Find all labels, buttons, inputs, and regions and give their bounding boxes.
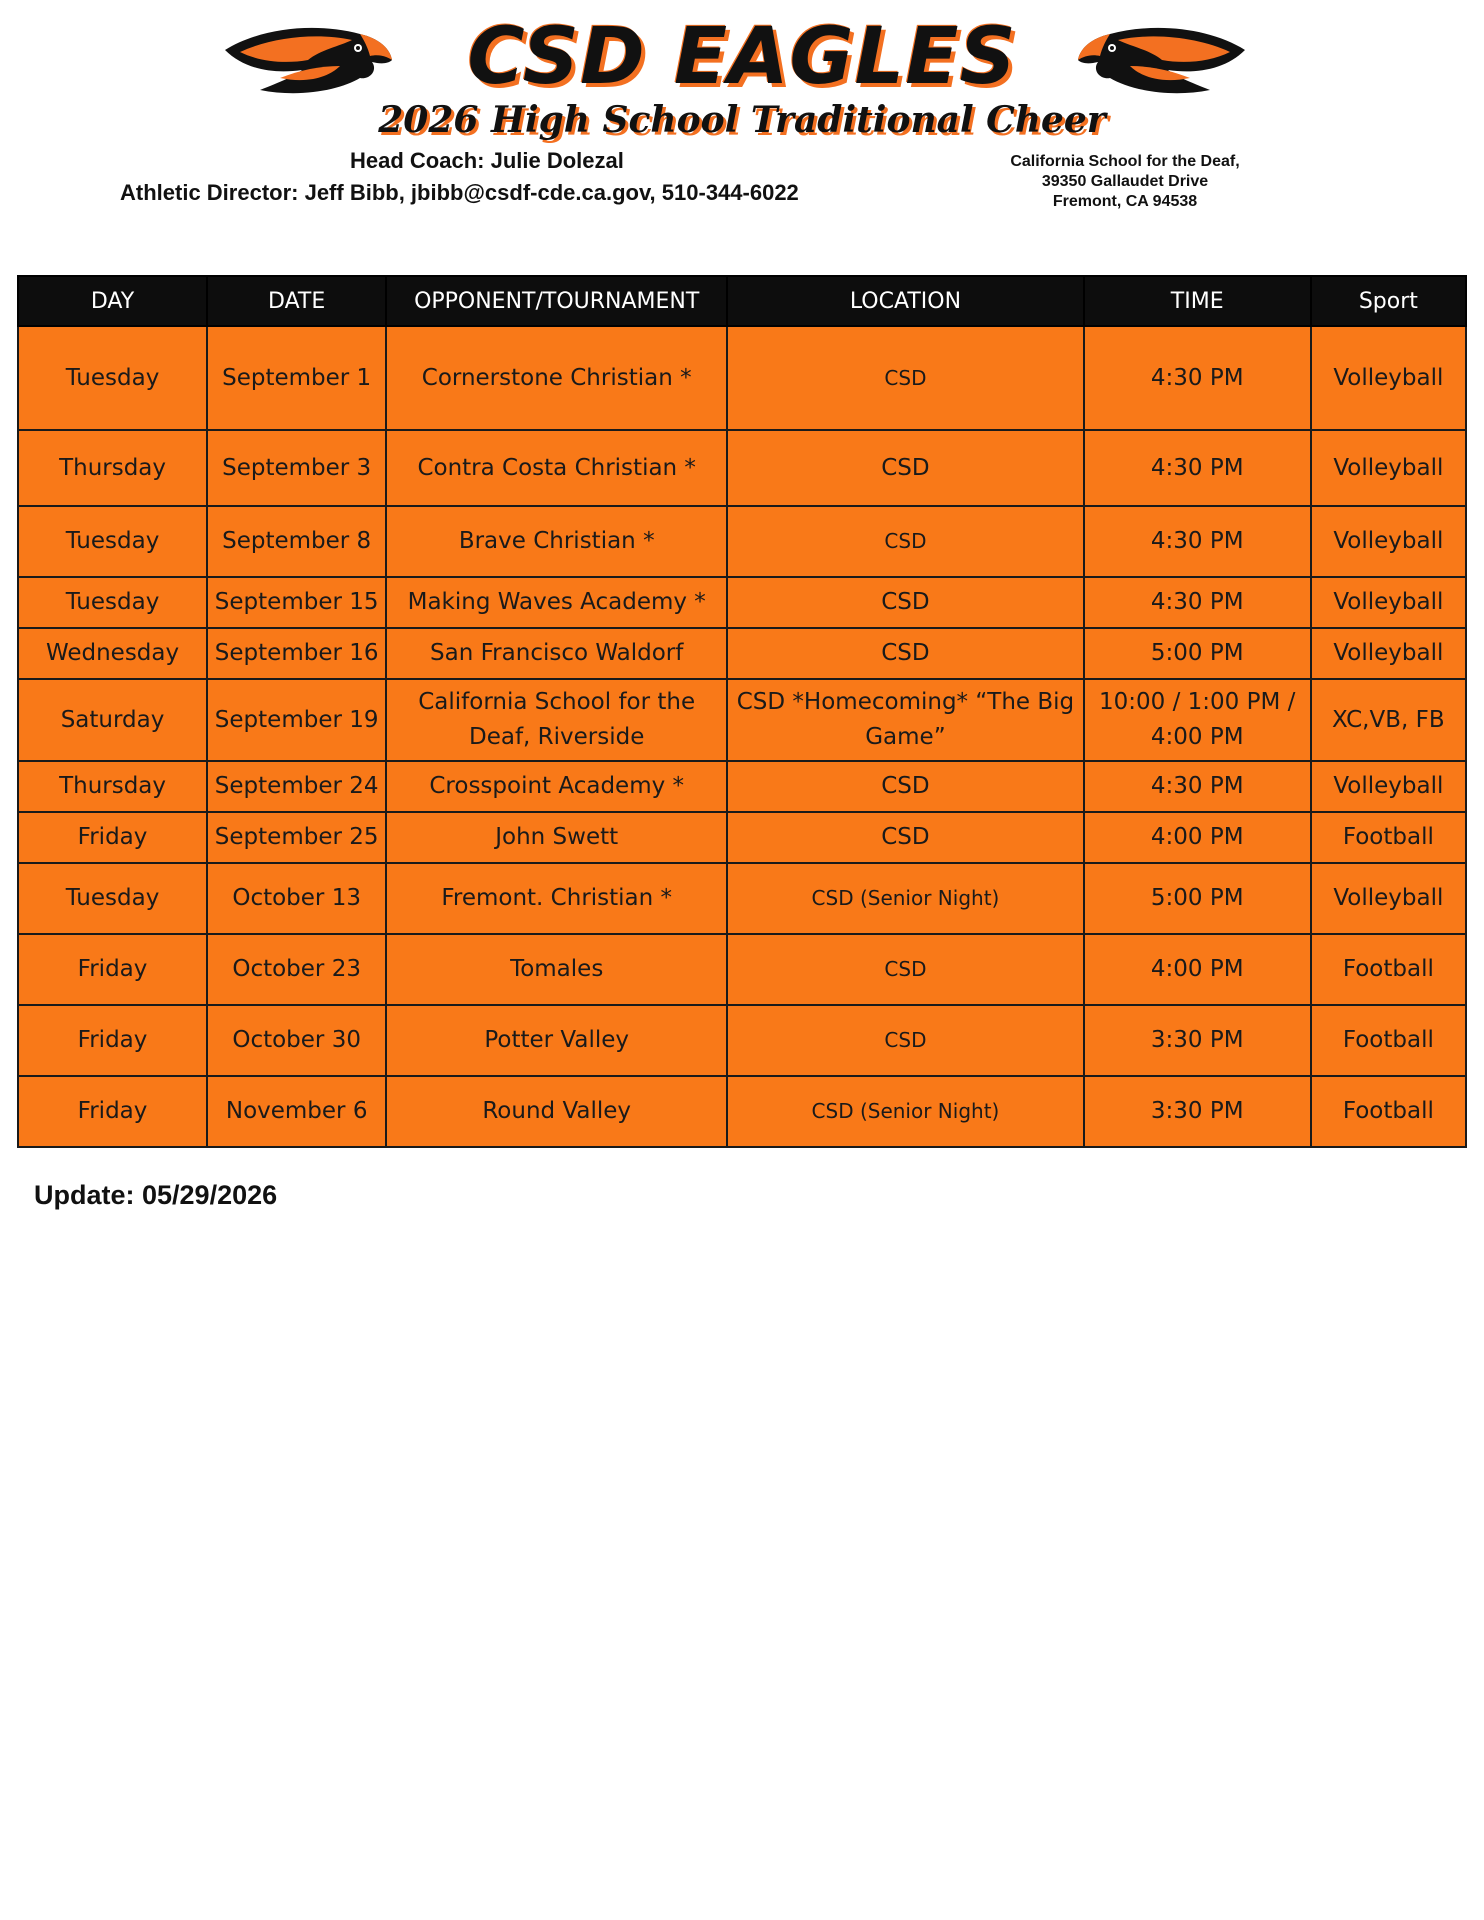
cell-sport: Volleyball [1311, 863, 1466, 934]
cell-day: Tuesday [18, 326, 207, 430]
cell-opponent: California School for the Deaf, Riverside [386, 679, 727, 761]
cell-time: 3:30 PM [1084, 1005, 1311, 1076]
table-row [18, 1076, 1466, 1147]
cell-opponent: San Francisco Waldorf [386, 628, 727, 679]
column-header-date: DATE [207, 276, 386, 326]
cell-time: 4:30 PM [1084, 761, 1311, 812]
cell-location: CSD [727, 812, 1084, 863]
cell-location: CSD (Senior Night) [727, 1076, 1084, 1147]
cell-sport: Football [1311, 1076, 1466, 1147]
cell-location: CSD (Senior Night) [727, 863, 1084, 934]
cell-opponent: Round Valley [386, 1076, 727, 1147]
table-row [18, 761, 1466, 812]
schedule-table [17, 275, 1467, 1148]
cell-location: CSD [727, 1005, 1084, 1076]
cell-opponent: John Swett [386, 812, 727, 863]
address-line: 39350 Gallaudet Drive [1041, 173, 1209, 190]
cell-sport: Volleyball [1311, 577, 1466, 628]
cell-sport: Volleyball [1311, 430, 1466, 506]
cell-time: 4:00 PM [1084, 812, 1311, 863]
cell-opponent: Crosspoint Academy * [386, 761, 727, 812]
cell-opponent: Contra Costa Christian * [386, 430, 727, 506]
athletic-director-text: Athletic Director: Jeff Bibb, jbibb@csdf-cde.ca.gov, 510-344-6022 [120, 180, 799, 205]
cell-sport: Volleyball [1311, 761, 1466, 812]
cell-sport: Football [1311, 934, 1466, 1005]
column-header-sport: Sport [1311, 276, 1466, 326]
cell-location: CSD [727, 577, 1084, 628]
cell-time: 10:00 / 1:00 PM / 4:00 PM [1084, 679, 1311, 761]
cell-opponent: Brave Christian * [386, 506, 727, 577]
cell-date: September 25 [207, 812, 386, 863]
cell-day: Friday [18, 1005, 207, 1076]
cell-day: Saturday [18, 679, 207, 761]
page-header [0, 0, 1484, 230]
cell-date: October 13 [207, 863, 386, 934]
school-address [955, 152, 1295, 212]
table-header-row [18, 276, 1466, 326]
cell-day: Friday [18, 1076, 207, 1147]
address-line: California School for the Deaf, [1010, 153, 1240, 170]
cell-date: September 8 [207, 506, 386, 577]
page-title: CSD EAGLES [467, 12, 1017, 102]
cell-date: September 24 [207, 761, 386, 812]
address-line: Fremont, CA 94538 [1052, 193, 1198, 210]
column-header-day: DAY [18, 276, 207, 326]
cell-time: 4:00 PM [1084, 934, 1311, 1005]
cell-location: CSD [727, 628, 1084, 679]
cell-sport: Football [1311, 1005, 1466, 1076]
cell-date: September 16 [207, 628, 386, 679]
column-header-opponent: OPPONENT/TOURNAMENT [386, 276, 727, 326]
cell-opponent: Potter Valley [386, 1005, 727, 1076]
cell-time: 4:30 PM [1084, 430, 1311, 506]
table-row [18, 812, 1466, 863]
cell-location: CSD [727, 430, 1084, 506]
cell-time: 3:30 PM [1084, 1076, 1311, 1147]
cell-sport: Volleyball [1311, 506, 1466, 577]
cell-location: CSD [727, 506, 1084, 577]
cell-location: CSD *Homecoming* “The Big Game” [727, 679, 1084, 761]
table-row [18, 506, 1466, 577]
table-row [18, 934, 1466, 1005]
table-row [18, 430, 1466, 506]
cell-day: Thursday [18, 430, 207, 506]
cell-day: Friday [18, 812, 207, 863]
cell-sport: Football [1311, 812, 1466, 863]
update-date-text: Update: 05/29/2026 [34, 1180, 278, 1210]
table-row [18, 577, 1466, 628]
cell-day: Tuesday [18, 577, 207, 628]
cell-date: November 6 [207, 1076, 386, 1147]
cell-day: Tuesday [18, 506, 207, 577]
table-row [18, 628, 1466, 679]
table-row [18, 679, 1466, 761]
cell-sport: XC,VB, FB [1311, 679, 1466, 761]
cell-time: 5:00 PM [1084, 628, 1311, 679]
cell-sport: Volleyball [1311, 628, 1466, 679]
table-row [18, 1005, 1466, 1076]
cell-location: CSD [727, 934, 1084, 1005]
cell-sport: Volleyball [1311, 326, 1466, 430]
cell-date: September 15 [207, 577, 386, 628]
cell-day: Friday [18, 934, 207, 1005]
cell-date: October 30 [207, 1005, 386, 1076]
page-subtitle: 2026 High School Traditional Cheer [378, 99, 1106, 141]
table-row [18, 863, 1466, 934]
column-header-location: LOCATION [727, 276, 1084, 326]
cell-location: CSD [727, 326, 1084, 430]
cell-date: October 23 [207, 934, 386, 1005]
cell-day: Tuesday [18, 863, 207, 934]
table-row [18, 326, 1466, 430]
cell-opponent: Cornerstone Christian * [386, 326, 727, 430]
cell-day: Wednesday [18, 628, 207, 679]
cell-time: 4:30 PM [1084, 326, 1311, 430]
cell-time: 4:30 PM [1084, 577, 1311, 628]
cell-day: Thursday [18, 761, 207, 812]
cell-opponent: Tomales [386, 934, 727, 1005]
cell-time: 4:30 PM [1084, 506, 1311, 577]
cell-date: September 19 [207, 679, 386, 761]
column-header-time: TIME [1084, 276, 1311, 326]
cell-opponent: Making Waves Academy * [386, 577, 727, 628]
head-coach-text: Head Coach: Julie Dolezal [350, 148, 624, 173]
cell-date: September 1 [207, 326, 386, 430]
cell-time: 5:00 PM [1084, 863, 1311, 934]
cell-date: September 3 [207, 430, 386, 506]
cell-location: CSD [727, 761, 1084, 812]
cell-opponent: Fremont. Christian * [386, 863, 727, 934]
